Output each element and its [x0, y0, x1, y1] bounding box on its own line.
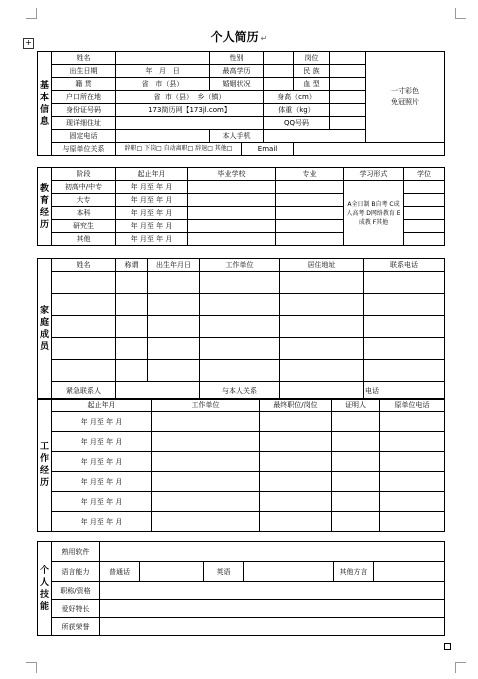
- work-cell[interactable]: [380, 492, 445, 512]
- weight-label: 体重（kg）: [264, 104, 330, 117]
- work-header: 起止年月: [52, 399, 152, 412]
- edu-major[interactable]: [276, 194, 344, 207]
- english-label: 英语: [204, 562, 244, 582]
- section-skills: 个人技能: [38, 542, 52, 636]
- family-cell[interactable]: [52, 294, 116, 316]
- origin-label: 籍 贯: [52, 78, 116, 91]
- work-cell[interactable]: [152, 432, 260, 452]
- section-work: 工作经历: [38, 399, 52, 532]
- family-cell[interactable]: [280, 272, 364, 294]
- work-date[interactable]: 年 月至 年 月: [52, 412, 152, 432]
- edu-date[interactable]: 年 月至 年 月: [116, 207, 188, 220]
- section-basic-info: 基本信息: [38, 52, 52, 156]
- edu-stage: 本科: [52, 207, 116, 220]
- software-field[interactable]: [100, 542, 445, 562]
- family-cell[interactable]: [148, 360, 200, 382]
- table-resize-handle-icon[interactable]: [444, 643, 451, 650]
- crop-mark: [26, 662, 37, 673]
- edu-stage: 其他: [52, 233, 116, 246]
- english-field[interactable]: [244, 562, 334, 582]
- family-header: 联系电话: [364, 259, 445, 272]
- dialect-label: 其他方言: [334, 562, 374, 582]
- edu-stage: 大专: [52, 194, 116, 207]
- cert-label: 职称/资格: [52, 582, 100, 600]
- relation-options[interactable]: 辞职□ 下岗□ 自动离职□ 辞退□ 其他□: [116, 143, 242, 156]
- edu-degree[interactable]: [404, 181, 445, 194]
- section-family: 家庭成员: [38, 259, 52, 400]
- family-header: 姓名: [52, 259, 116, 272]
- gender-field[interactable]: [264, 52, 294, 65]
- skills-table: [37, 541, 445, 636]
- mandarin-label: 普通话: [100, 562, 140, 582]
- work-cell[interactable]: [380, 512, 445, 532]
- edu-degree[interactable]: [404, 194, 445, 207]
- ethnicity-field[interactable]: [330, 65, 366, 78]
- work-cell[interactable]: [260, 452, 332, 472]
- software-label: 熟用软件: [52, 542, 100, 562]
- edu-stage: 研究生: [52, 220, 116, 233]
- work-date[interactable]: 年 月至 年 月: [52, 432, 152, 452]
- photo-box[interactable]: 一寸彩色 免冠照片: [366, 52, 445, 143]
- family-cell[interactable]: [116, 294, 148, 316]
- work-cell[interactable]: [260, 432, 332, 452]
- mobile-field[interactable]: [264, 130, 366, 143]
- work-header: 最终职位/岗位: [260, 399, 332, 412]
- family-header: 工作单位: [200, 259, 280, 272]
- work-cell[interactable]: [332, 452, 380, 472]
- edu-date[interactable]: 年 月至 年 月: [116, 233, 188, 246]
- birth-label: 出生日期: [52, 65, 116, 78]
- birth-field[interactable]: 年 月 日: [116, 65, 210, 78]
- resume-title: 个人简历 ↵: [210, 30, 268, 44]
- basic-info-table: [37, 51, 445, 156]
- marital-field[interactable]: [264, 78, 294, 91]
- edu-degree[interactable]: [404, 207, 445, 220]
- address-label: 现详细住址: [52, 117, 116, 130]
- family-cell[interactable]: [116, 272, 148, 294]
- edu-header: 学位: [404, 168, 445, 181]
- origin-field[interactable]: 省 市（县）: [116, 78, 210, 91]
- relation-label: 与本人关系: [200, 382, 280, 400]
- work-cell[interactable]: [152, 512, 260, 532]
- work-cell[interactable]: [260, 512, 332, 532]
- family-cell[interactable]: [116, 338, 148, 360]
- work-cell[interactable]: [260, 472, 332, 492]
- award-field[interactable]: [100, 618, 445, 636]
- email-label: Email: [242, 143, 294, 156]
- cert-field[interactable]: [100, 582, 445, 600]
- edu-degree[interactable]: [404, 220, 445, 233]
- work-cell[interactable]: [332, 472, 380, 492]
- edu-school[interactable]: [188, 207, 276, 220]
- family-cell[interactable]: [280, 294, 364, 316]
- work-cell[interactable]: [332, 432, 380, 452]
- relation-field[interactable]: [280, 382, 364, 400]
- work-cell[interactable]: [380, 432, 445, 452]
- edu-stage: 初高中/中专: [52, 181, 116, 194]
- family-cell[interactable]: [280, 338, 364, 360]
- work-cell[interactable]: [152, 452, 260, 472]
- edu-header: 学习形式: [344, 168, 404, 181]
- work-cell[interactable]: [260, 412, 332, 432]
- study-form-options: A全日制 B自考 C成人高考 D网络教育 E成教 F其他: [344, 181, 404, 246]
- qq-field[interactable]: [330, 117, 366, 130]
- ethnicity-label: 民 族: [294, 65, 330, 78]
- marital-label: 婚姻状况: [210, 78, 264, 91]
- crop-mark: [26, 8, 37, 19]
- edu-major[interactable]: [276, 220, 344, 233]
- crop-mark: [455, 662, 466, 673]
- work-cell[interactable]: [380, 472, 445, 492]
- work-cell[interactable]: [152, 412, 260, 432]
- work-table: [37, 398, 445, 532]
- work-date[interactable]: 年 月至 年 月: [52, 512, 152, 532]
- hobby-field[interactable]: [100, 600, 445, 618]
- family-cell[interactable]: [280, 316, 364, 338]
- email-field[interactable]: [294, 143, 445, 156]
- phone-label: 固定电话: [52, 130, 116, 143]
- work-date[interactable]: 年 月至 年 月: [52, 452, 152, 472]
- family-cell[interactable]: [148, 338, 200, 360]
- name-label: 姓名: [52, 52, 116, 65]
- dialect-field[interactable]: [374, 562, 445, 582]
- edu-school[interactable]: [188, 220, 276, 233]
- family-cell[interactable]: [52, 272, 116, 294]
- mandarin-field[interactable]: [140, 562, 204, 582]
- work-cell[interactable]: [260, 492, 332, 512]
- family-cell[interactable]: [200, 294, 280, 316]
- edu-header: 阶段: [52, 168, 116, 181]
- edu-major[interactable]: [276, 233, 344, 246]
- mobile-label: 本人手机: [210, 130, 264, 143]
- work-cell[interactable]: [380, 412, 445, 432]
- table-move-handle-icon[interactable]: +: [23, 38, 34, 49]
- phone-field[interactable]: [116, 130, 210, 143]
- family-cell[interactable]: [52, 316, 116, 338]
- edu-school[interactable]: [188, 233, 276, 246]
- work-date[interactable]: 年 月至 年 月: [52, 472, 152, 492]
- edu-date[interactable]: 年 月至 年 月: [116, 181, 188, 194]
- name-field[interactable]: [116, 52, 210, 65]
- work-date[interactable]: 年 月至 年 月: [52, 492, 152, 512]
- family-cell[interactable]: [364, 294, 445, 316]
- address-field[interactable]: [116, 117, 264, 130]
- family-cell[interactable]: [280, 360, 364, 382]
- work-header: 原单位电话: [380, 399, 445, 412]
- edu-date[interactable]: 年 月至 年 月: [116, 220, 188, 233]
- hobby-label: 爱好特长: [52, 600, 100, 618]
- emergency-label: 紧急联系人: [52, 382, 116, 400]
- crop-mark: [455, 8, 466, 19]
- gender-label: 性别: [210, 52, 264, 65]
- family-cell[interactable]: [52, 338, 116, 360]
- edu-major[interactable]: [276, 207, 344, 220]
- qq-label: QQ号码: [264, 117, 330, 130]
- education-table: [37, 167, 445, 246]
- work-cell[interactable]: [332, 492, 380, 512]
- work-cell[interactable]: [152, 492, 260, 512]
- family-header: 出生年月日: [148, 259, 200, 272]
- work-cell[interactable]: [332, 512, 380, 532]
- family-cell[interactable]: [364, 360, 445, 382]
- family-cell[interactable]: [364, 272, 445, 294]
- edu-header: 起止年月: [116, 168, 188, 181]
- family-cell[interactable]: [52, 360, 116, 382]
- position-label: 岗位: [294, 52, 330, 65]
- edu-school[interactable]: [188, 181, 276, 194]
- blood-field[interactable]: [330, 78, 366, 91]
- family-cell[interactable]: [364, 316, 445, 338]
- family-cell[interactable]: [116, 360, 148, 382]
- edu-major[interactable]: [276, 181, 344, 194]
- family-cell[interactable]: [200, 360, 280, 382]
- id-label: 身份证号码: [52, 104, 116, 117]
- family-cell[interactable]: [200, 272, 280, 294]
- family-table: [37, 258, 445, 400]
- work-header: 工作单位: [152, 399, 260, 412]
- height-label: 身高（cm）: [264, 91, 330, 104]
- weight-field[interactable]: [330, 104, 366, 117]
- blood-label: 血 型: [294, 78, 330, 91]
- family-cell[interactable]: [116, 316, 148, 338]
- edu-header: 毕业学校: [188, 168, 276, 181]
- work-cell[interactable]: [332, 412, 380, 432]
- family-header: 称谓: [116, 259, 148, 272]
- family-cell[interactable]: [364, 338, 445, 360]
- id-field[interactable]: 173简历网【173jl.com】: [116, 104, 264, 117]
- work-header: 证明人: [332, 399, 380, 412]
- edu-degree[interactable]: [404, 233, 445, 246]
- emergency-phone[interactable]: 电话: [364, 382, 445, 400]
- relation-label: 与原单位关系: [52, 143, 116, 156]
- edu-school[interactable]: [188, 194, 276, 207]
- family-cell[interactable]: [148, 316, 200, 338]
- award-label: 所获荣誉: [52, 618, 100, 636]
- position-field[interactable]: [330, 52, 366, 65]
- education-label: 最高学历: [210, 65, 264, 78]
- hukou-field[interactable]: 省 市（县） 乡（镇）: [116, 91, 264, 104]
- language-label: 语言能力: [52, 562, 100, 582]
- work-cell[interactable]: [152, 472, 260, 492]
- edu-date[interactable]: 年 月至 年 月: [116, 194, 188, 207]
- emergency-field[interactable]: [116, 382, 200, 400]
- family-cell[interactable]: [148, 294, 200, 316]
- work-cell[interactable]: [380, 452, 445, 472]
- hukou-label: 户口所在地: [52, 91, 116, 104]
- family-cell[interactable]: [148, 272, 200, 294]
- education-field[interactable]: [264, 65, 294, 78]
- family-header: 居住地址: [280, 259, 364, 272]
- edu-header: 专业: [276, 168, 344, 181]
- height-field[interactable]: [330, 91, 366, 104]
- section-education: 教育经历: [38, 168, 52, 246]
- family-cell[interactable]: [200, 316, 280, 338]
- family-cell[interactable]: [200, 338, 280, 360]
